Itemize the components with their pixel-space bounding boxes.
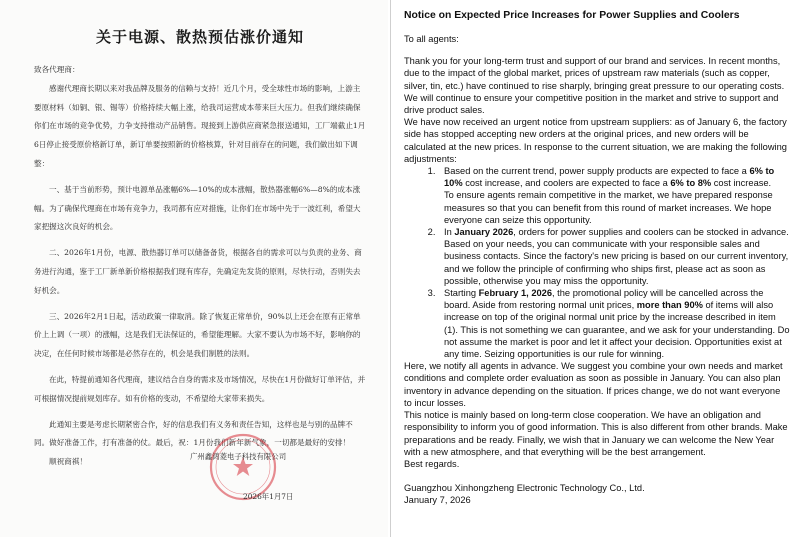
zh-paragraph-1: 感谢代理商长期以来对我品牌及服务的信赖与支持！近几个月，受全球性市场的影响，上游主要原材料（如铜、银、锡等）价格持续大幅上涨，给我司运营成本带来巨大压力。但我们继续确保你们在市场的竞争优势，力争支持推动产品销售。现接到上游供应商紧急报送通知，工厂端截止1月6日停止接受原价格新订单，新订单要按照新的价格核算，针对目前存在的问题，我们做出如下调整： xyxy=(34,83,366,168)
zh-greeting: 致各代理商： xyxy=(34,65,80,74)
zh-company-name: 广州鑫鸿菱电子科技有限公司 xyxy=(190,452,287,461)
zh-date: 2026年1月7日 xyxy=(243,492,294,501)
item3-date: February 1, 2026 xyxy=(478,288,553,299)
zh-paragraph-5: 在此，特提前通知各代理商，建议结合自身的需求及市场情况，尽快在1月份做好订单评估，并可根据情况提前规划库存。如有价格的变动，不希望给大家带来损失。 xyxy=(34,374,366,403)
item3-text-a: Starting xyxy=(444,288,479,299)
en-paragraph-1: Thank you for your long-term trust and support of our brand and services. In recent months, due to the impact of the global market, prices of upstream raw materials (such as copper, silver, tin, etc.) have continued to rise sharply, bringing great pressure to our operating costs. We will continue to ensure your competitive position in the market and strive to support and drive product sales. xyxy=(404,56,785,116)
zh-paragraph-2: 一、基于当前形势，预计电源单品涨幅6%—10%的成本涨幅，散热器涨幅6%—8%的成本涨幅。为了确保代理商在市场有竞争力，我司都有应对措施，让你们在市场中先于一波红利，希望大家把握这次良好的机会。 xyxy=(34,184,361,232)
en-date: January 7, 2026 xyxy=(404,495,471,506)
item1-text-c: cost increase, and coolers are expected to face a xyxy=(462,178,671,189)
page-divider xyxy=(390,0,391,537)
item2-text-a: In xyxy=(444,227,455,238)
en-paragraph-4: This notice is mainly based on long-term close cooperation. We have an obligation and responsibility to inform you of good information. This is also different from other brands. Make preparations and be ready. Finally, we wish that in January we can welcome the New Year with a new atmosphere, and that everything will be the best arrangement. xyxy=(404,410,788,457)
zh-closing: 顺祝商祺！ xyxy=(49,457,87,467)
chinese-notice-page xyxy=(0,0,388,537)
adjustment-item-3 xyxy=(438,287,790,360)
item1-cooler-range: 6% to 8% xyxy=(670,178,712,189)
item1-text-f: To ensure agents remain competitive in the market, we have prepared response measures so that you can benefit from this round of market increases. We hope everyone can seize this opportunity. xyxy=(444,190,773,225)
en-regards: Best regards. xyxy=(404,458,460,469)
item2-month: January 2026 xyxy=(454,227,514,238)
item2-text-c: , orders for power supplies and coolers can be stocked in advance. Based on your needs, you can communicate with your responsible sales and business contacts. Since the factory's new pricing is based on our current inventory, and we follow the principle of confirming who ships first, please act as soon as possible, otherwise you may miss the opportunity. xyxy=(444,227,789,286)
item3-text-c: , the promotional policy will be cancelled across the board. Aside from restoring normal unit prices, xyxy=(444,288,764,311)
adjustment-item-2 xyxy=(438,226,790,287)
item1-text-a: Based on the current trend, power supply products are expected to face a xyxy=(444,166,750,177)
item1-power-range: 6% to 10% xyxy=(444,166,775,189)
adjustments-list xyxy=(404,165,790,360)
en-title: Notice on Expected Price Increases for Power Supplies and Coolers xyxy=(404,10,740,21)
item3-text-e: of items will also increase on top of the original normal unit price by the increase described in item (1). This is not something we can guarantee, and we ask for your understanding. Do not assume the market is poor and let it affect your decision. Opportunities exist at any time. Seizing opportunities is our rule for winning. xyxy=(444,300,790,360)
en-company-name: Guangzhou Xinhongzheng Electronic Technology Co., Ltd. xyxy=(404,483,645,494)
en-paragraph-2: We have now received an urgent notice from upstream suppliers: as of January 6, the factory side has stopped accepting new orders at the original prices, and new orders will be calculated at the new prices. In response to the current situation, we are making the following adjustments: xyxy=(404,117,787,164)
en-paragraph-3: Here, we notify all agents in advance. We suggest you combine your own needs and market conditions and complete order evaluation as soon as possible in January. You can also plan inventory in advance depending on the situation. If prices change, we do not want everyone to incur losses. xyxy=(404,361,783,408)
zh-paragraph-4: 三、2026年2月1日起，活动政策一律取消。除了恢复正常单价，90%以上还会在原有正常单价上上调（一项）的涨幅，这是我们无法保证的，希望能理解。大家不要认为市场不好，影响你的决定，在任何时候市场都是必然存在的，机会是我们制胜的法则。 xyxy=(34,311,361,359)
english-notice-page xyxy=(392,0,800,537)
en-greeting: To all agents: xyxy=(404,34,459,44)
zh-paragraph-3: 二、2026年1月份，电源、散热器订单可以储备备货，根据各自的需求可以与负责的业务、商务进行沟通，鉴于工厂新单新价格根据我们现有库存，先确定先发货的原则，尽快行动，否则失去好机会。 xyxy=(34,248,362,295)
adjustment-item-1 xyxy=(438,165,790,226)
item1-text-e: cost increase. xyxy=(711,178,772,189)
zh-title: 关于电源、散热预估涨价通知 xyxy=(95,28,304,46)
item3-percentage: more than 90% xyxy=(636,300,703,311)
zh-paragraph-6: 此通知主要是考虑长期紧密合作，好的信息我们有义务和责任告知，这样也是与别的品牌不同。做好准备工作，打有准备的仗。最后，祝：1月份我们新年新气象，一切都是最好的安排！ xyxy=(34,419,353,448)
